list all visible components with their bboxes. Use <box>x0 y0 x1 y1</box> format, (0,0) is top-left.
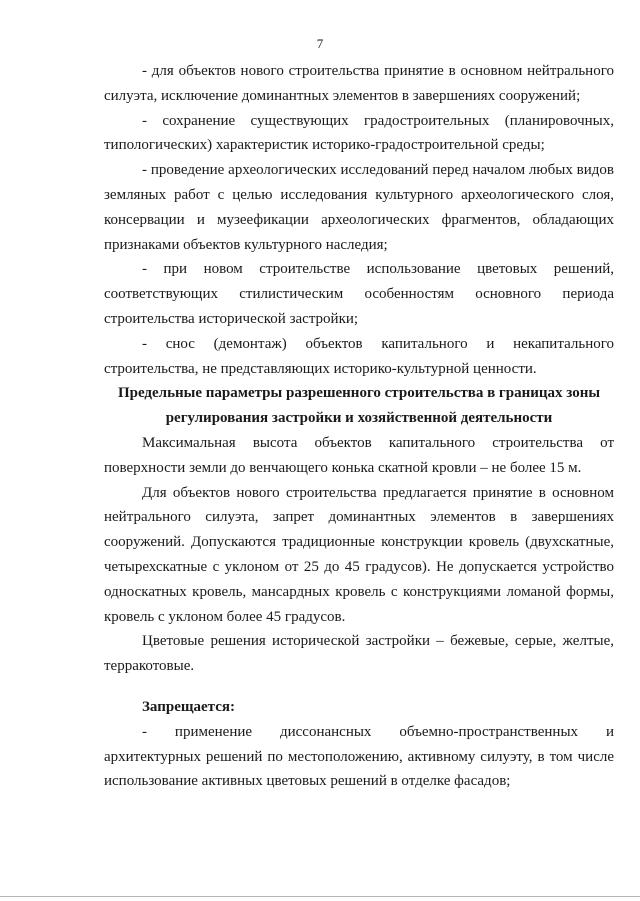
list-item: - применение диссонансных объемно-пространственных и архитектурных решений по местоположению, активному силуэту, в том числе использование активных цветовых решений в отделке фасадов; <box>104 723 614 790</box>
list-item: - для объектов нового строительства принятие в основном нейтрального силуэта, исключение доминантных элементов в завершениях сооружений; <box>104 63 614 104</box>
forbidden-heading: Запрещается: <box>142 698 236 715</box>
document-body <box>104 59 614 794</box>
list-item: - проведение археологических исследований перед началом любых видов земляных работ с целью исследования культурного археологического слоя, консервации и музеефикации археологических фрагментов, обладающих признаками объектов культурного наследия; <box>104 162 614 253</box>
list-item: - снос (демонтаж) объектов капитального и некапитального строительства, не представляющих историко-культурной ценности. <box>104 335 614 377</box>
list-item: - сохранение существующих градостроительных (планировочных, типологических) характеристик историко-градостроительной среды; <box>104 112 614 154</box>
paragraph: Цветовые решения исторической застройки – бежевые, серые, желтые, терракотовые. <box>104 633 614 675</box>
paragraph: Для объектов нового строительства предлагается принятие в основном нейтрального силуэта, запрет доминантных элементов в завершениях сооружений. Допускаются традиционные конструкции кровель (двухскатные, четырехскатные с уклоном от 25 до 45 градусов). Не допускается устройство односкатных кровель, мансардных кровель с конструкциями ломаной формы, кровель с уклоном более 45 градусов. <box>104 484 614 625</box>
section-heading: Предельные параметры разрешенного строительства в границах зоны регулирования застройки и хозяйственной деятельности <box>117 385 601 427</box>
page-bottom-edge <box>0 896 640 897</box>
page-number: 7 <box>316 36 324 51</box>
list-item: - при новом строительстве использование цветовых решений, соответствующих стилистическим особенностям основного периода строительства исторической застройки; <box>104 261 614 327</box>
paragraph: Максимальная высота объектов капитального строительства от поверхности земли до венчающего конька скатной кровли – не более 15 м. <box>104 434 614 476</box>
